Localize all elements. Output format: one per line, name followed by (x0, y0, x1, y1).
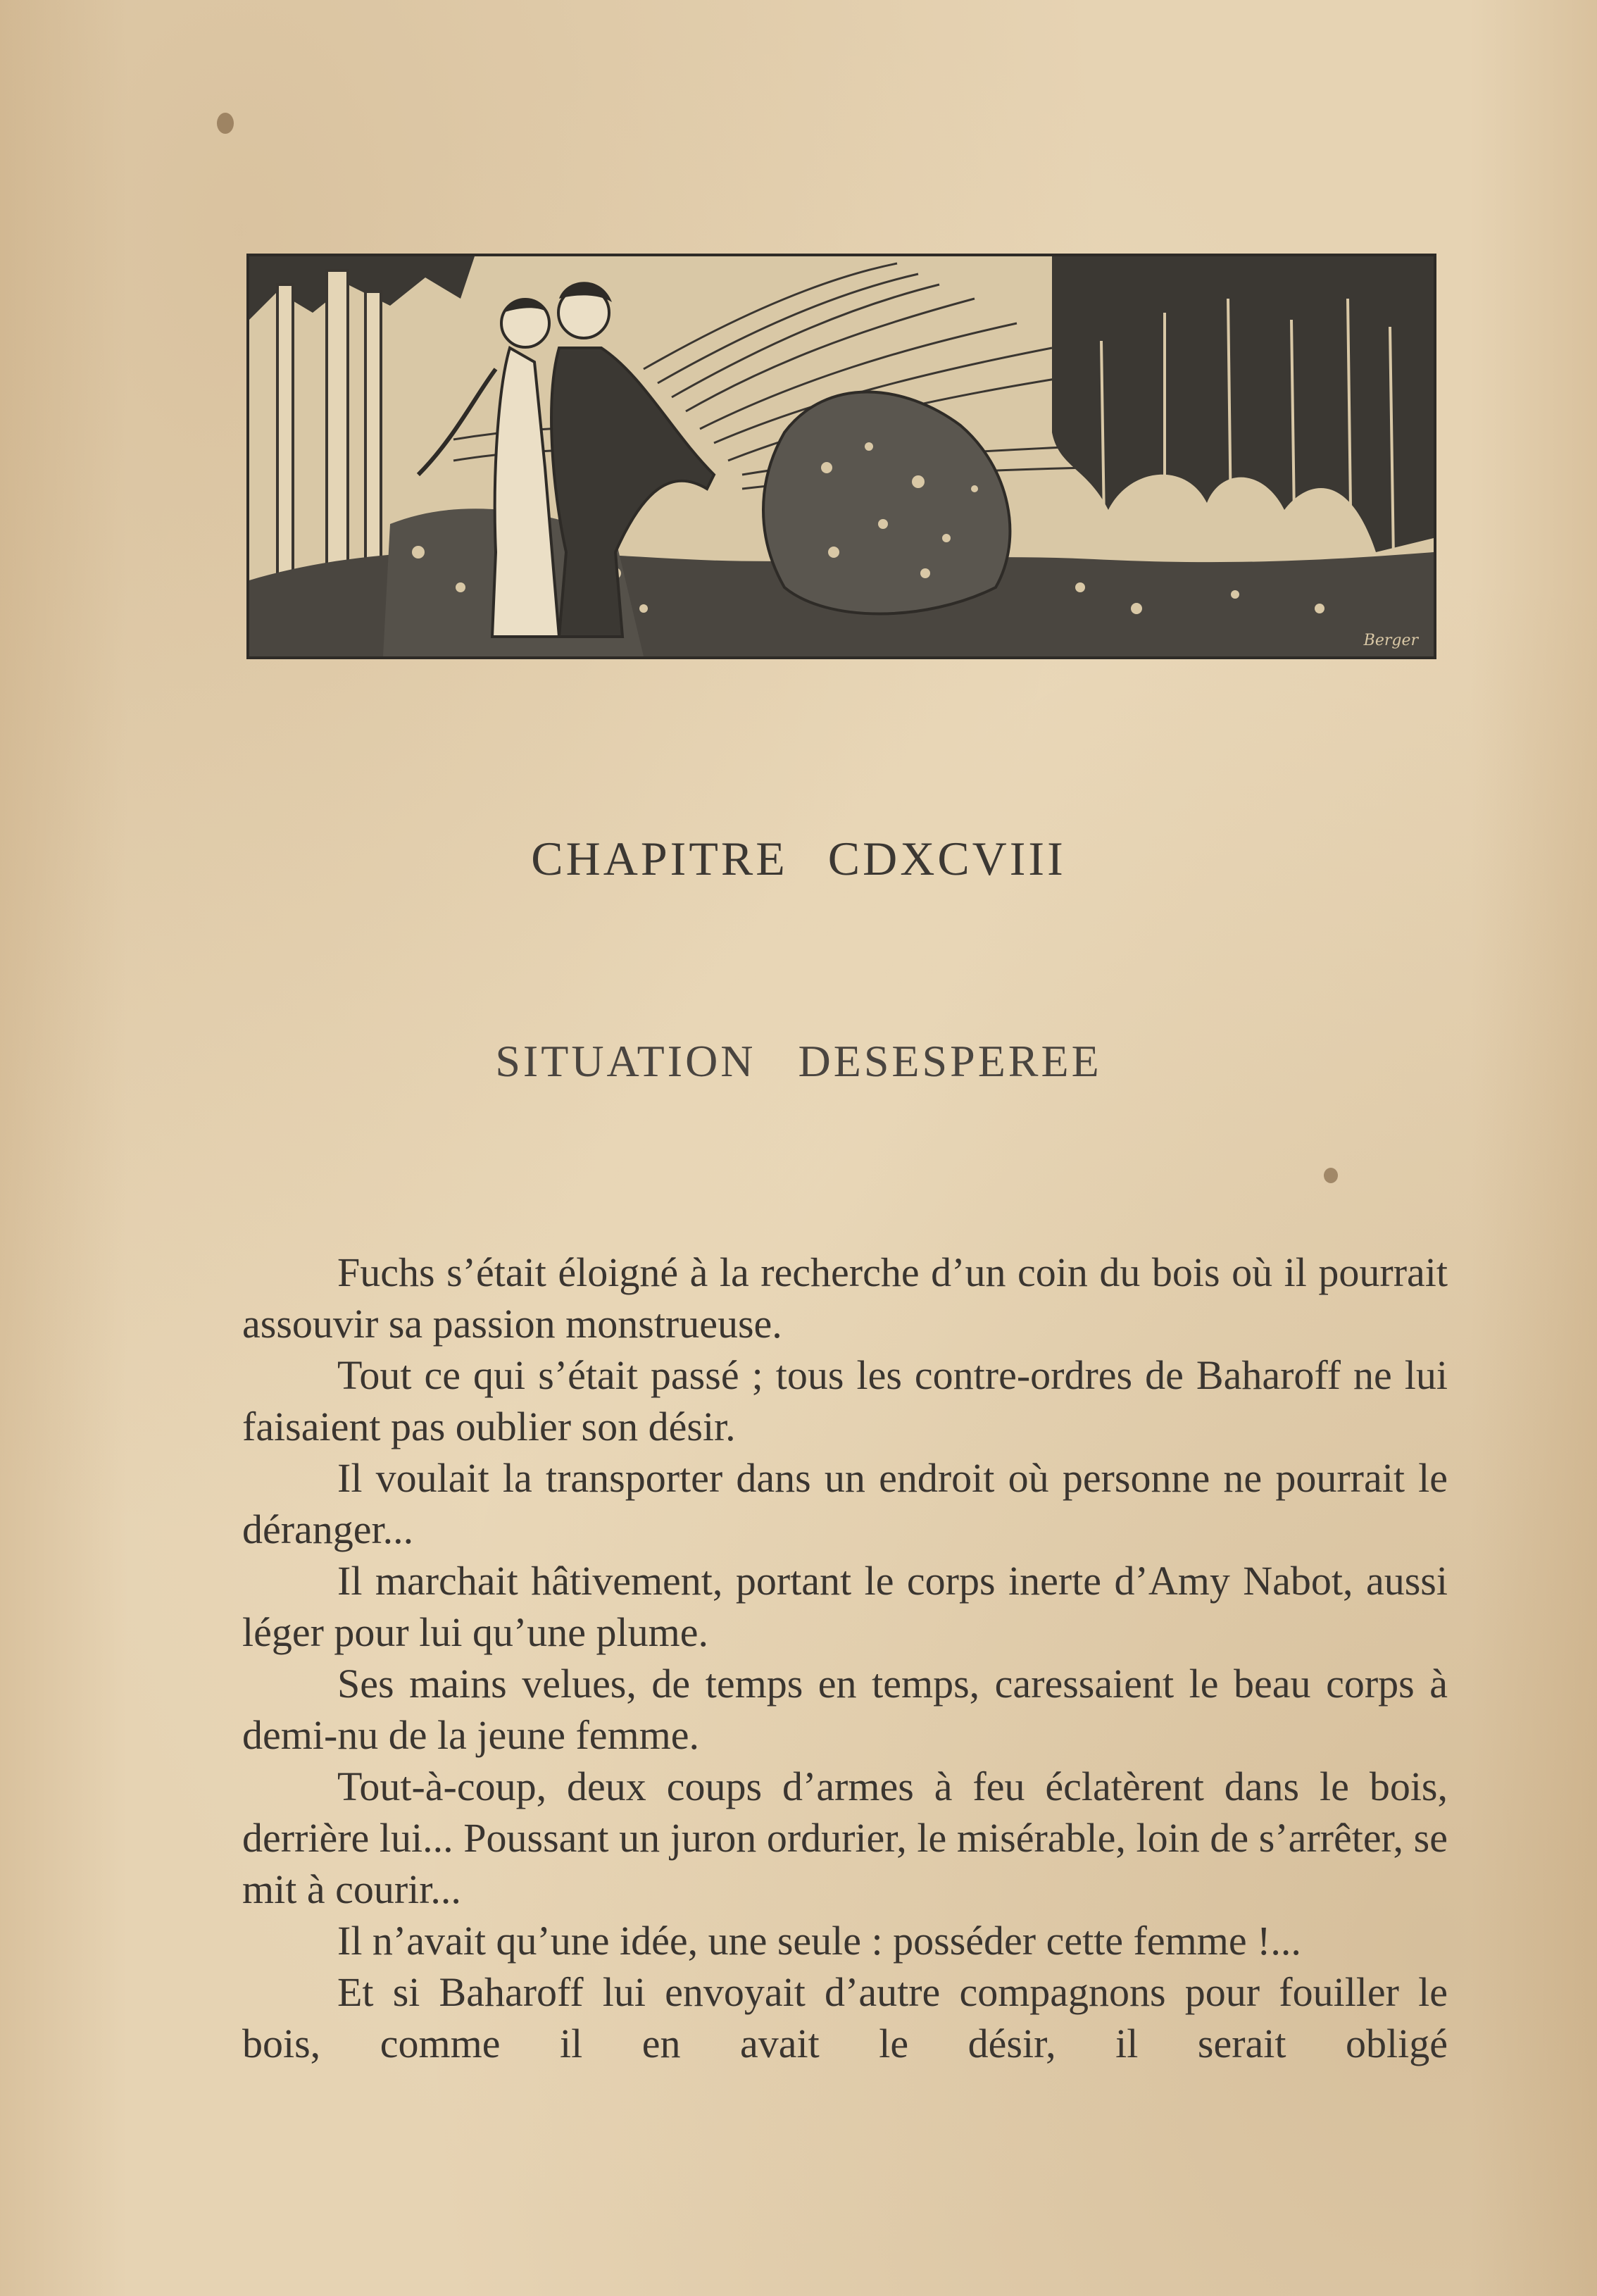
body-text (242, 1247, 1448, 2069)
paragraph: Tout ce qui s’était passé ; tous les contre-ordres de Baharoff ne lui faisaient pas oublier son désir. (242, 1352, 1448, 1449)
paragraph: Ses mains velues, de temps en temps, caressaient le beau corps à demi-nu de la jeune femme. (242, 1661, 1448, 1758)
paragraph: Fuchs s’était éloigné à la recherche d’un coin du bois où il pourrait assouvir sa passion monstrueuse. (242, 1249, 1448, 1347)
chapter-heading: CHAPITRE CDXCVIII (531, 832, 1066, 885)
section-title: SITUATION DESESPEREE (495, 1036, 1102, 1086)
paragraph: Et si Baharoff lui envoyait d’autre compagnons pour fouiller le bois, comme il en avait le désir, il serait obligé (242, 1969, 1448, 2066)
paragraph: Il marchait hâtivement, portant le corps inerte d’Amy Nabot, aussi léger pour lui qu’une plume. (242, 1558, 1448, 1655)
paragraph: Tout-à-coup, deux coups d’armes à feu éclatèrent dans le bois, derrière lui... Poussant un juron ordurier, le misérable, loin de s’arrêter, se mit à courir... (242, 1764, 1448, 1912)
chapter-illustration (246, 254, 1436, 659)
paragraph: Il voulait la transporter dans un endroit où personne ne pourrait le déranger... (242, 1455, 1448, 1552)
ink-spot (217, 113, 234, 134)
artist-signature: Berger (1363, 632, 1418, 649)
paragraph: Il n’avait qu’une idée, une seule : posséder cette femme !... (337, 1918, 1301, 1964)
ink-spot (1324, 1168, 1338, 1183)
